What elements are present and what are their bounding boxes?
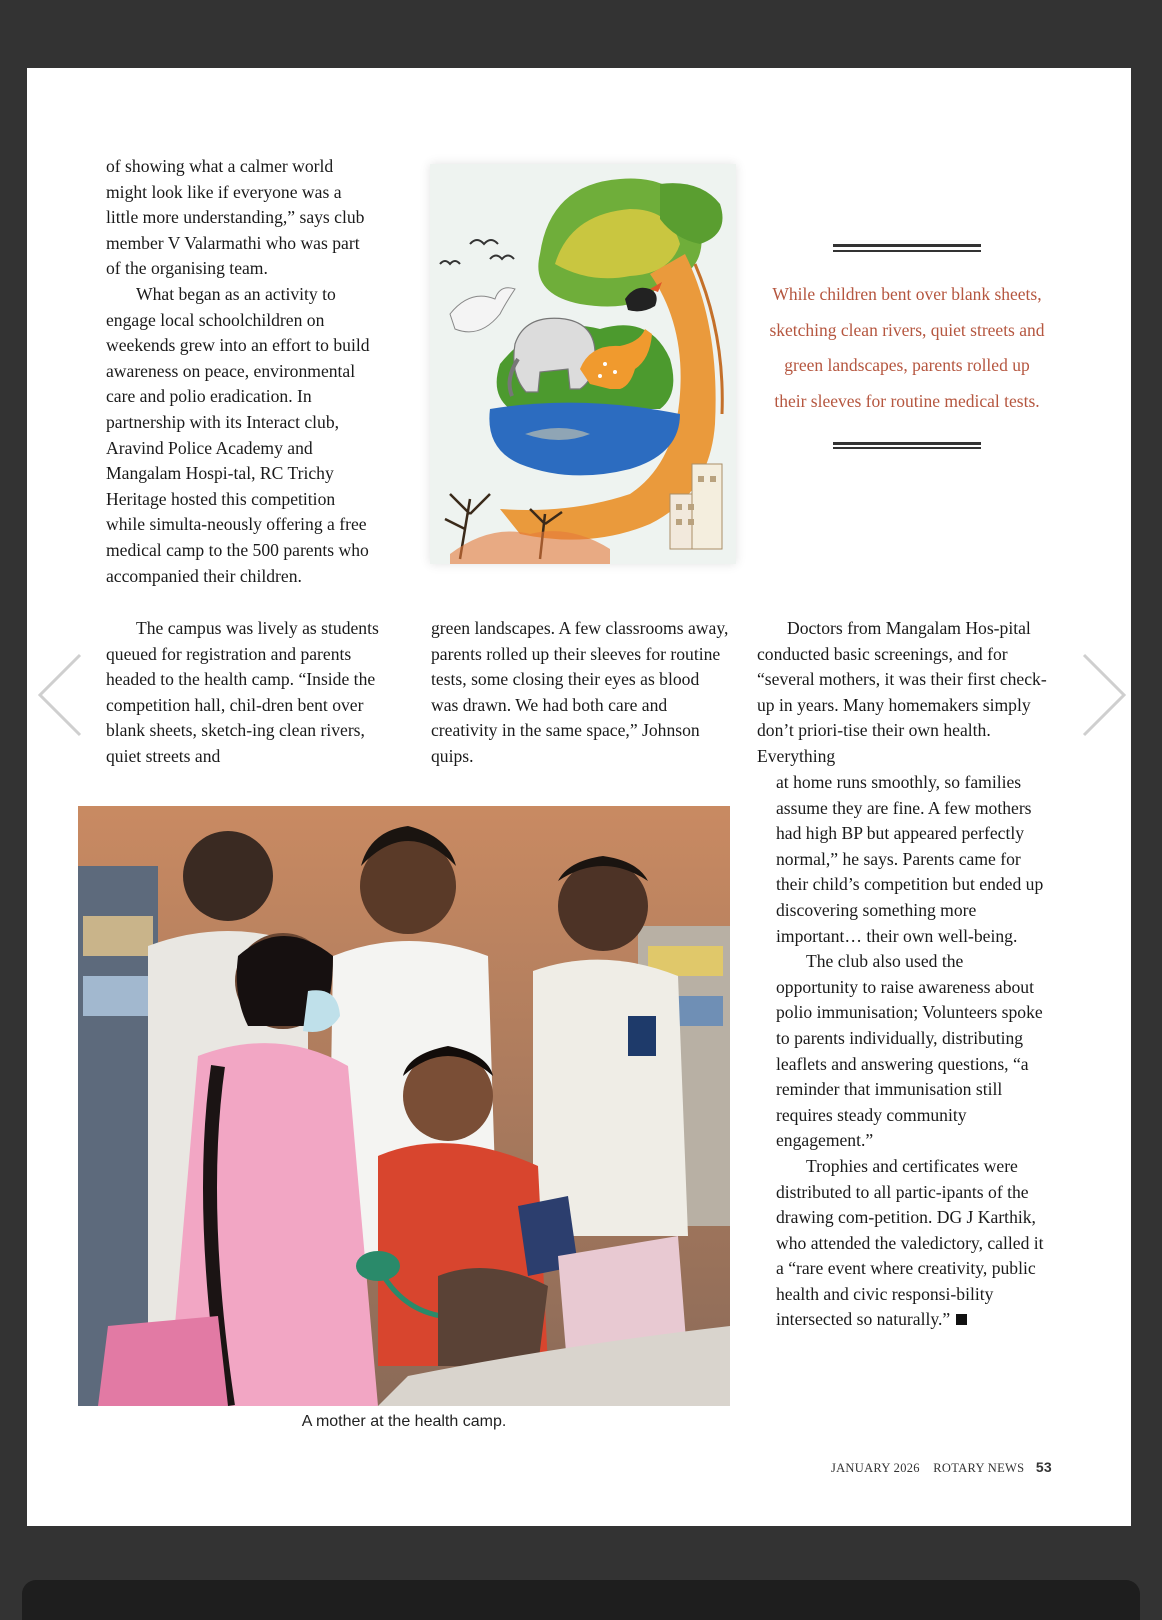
article-paragraph: at home runs smoothly, so families assume they are fine. A few mothers had high BP but appeared perfectly normal,” he says. Parents came for their child’s competition but ended up discovering something more important… their own well-being. (776, 772, 1044, 946)
children-drawing-image (430, 164, 736, 564)
end-of-article-mark (956, 1314, 967, 1325)
article-paragraph: green landscapes. A few classrooms away, parents rolled up their sleeves for routine tests, some closing their eyes as blood was drawn. We had both care and creativity in the same space,” Johnson quips. (431, 618, 729, 766)
pull-quote (767, 244, 1047, 449)
article-column-3-bottom (776, 770, 1046, 1333)
photo-caption: A mother at the health camp. (301, 1413, 507, 1430)
pull-quote-text: While children bent over blank sheets, sketching clean rivers, quiet streets and green landscapes, parents rolled up their sleeves for routine medical tests. (769, 284, 1045, 411)
chevron-left-icon (30, 650, 90, 740)
chevron-right-icon (1074, 650, 1134, 740)
divider (833, 442, 981, 449)
page-number: 53 (1035, 1459, 1052, 1475)
footer-month: JANUARY 2026 (830, 1461, 920, 1475)
health-camp-photo (78, 806, 730, 1406)
article-paragraph: of showing what a calmer world might look like if everyone was a little more understanding,” says club member V Valarmathi who was part of the organising team. (106, 156, 365, 279)
article-column-1-top (106, 154, 376, 589)
article-paragraph: Doctors from Mangalam Hos-pital conducted basic screenings, and for “several mothers, it was their first check-up in years. Many homemakers simply don’t priori-tise their own health. Everything (757, 618, 1047, 766)
article-paragraph: The campus was lively as students queued for registration and parents headed to the health camp. “Inside the competition hall, chil-dren bent over blank sheets, sketch-ing clean rivers, quiet streets and (106, 618, 379, 766)
article-paragraph: What began as an activity to engage local schoolchildren on weekends grew into an effort to build awareness on peace, environmental care and polio eradication. In partnership with its Interact club, Aravind Police Academy and Mangalam Hospi-tal, RC Trichy Heritage hosted this competition while simulta-neously offering a free medical camp to the 500 parents who accompanied their children. (106, 283, 370, 586)
next-page-button[interactable] (1074, 650, 1134, 740)
footer-publication: ROTARY NEWS (933, 1461, 1025, 1475)
magazine-page (27, 68, 1131, 1526)
divider (833, 244, 981, 252)
article-paragraph: The club also used the opportunity to raise awareness about polio immunisation; Volunteers spoke to parents individually, distributing leaflets and answering questions, “a reminder that immunisation still requires steady community engagement.” (776, 951, 1043, 1151)
previous-page-button[interactable] (30, 650, 90, 740)
article-column-3-top (757, 616, 1057, 770)
page-footer (831, 1459, 1052, 1476)
article-column-1-bottom (106, 616, 396, 770)
article-paragraph-text: Trophies and certificates were distributed to all partic-ipants of the drawing com-petition. DG J Karthik, who attended the valedictory, called it a “rare event where creativity, public health and civic responsi-bility intersected so naturally.” (776, 1155, 1044, 1330)
viewer-bottom-bar (22, 1580, 1140, 1620)
article-paragraph (776, 1154, 1046, 1333)
article-column-2 (431, 616, 731, 770)
